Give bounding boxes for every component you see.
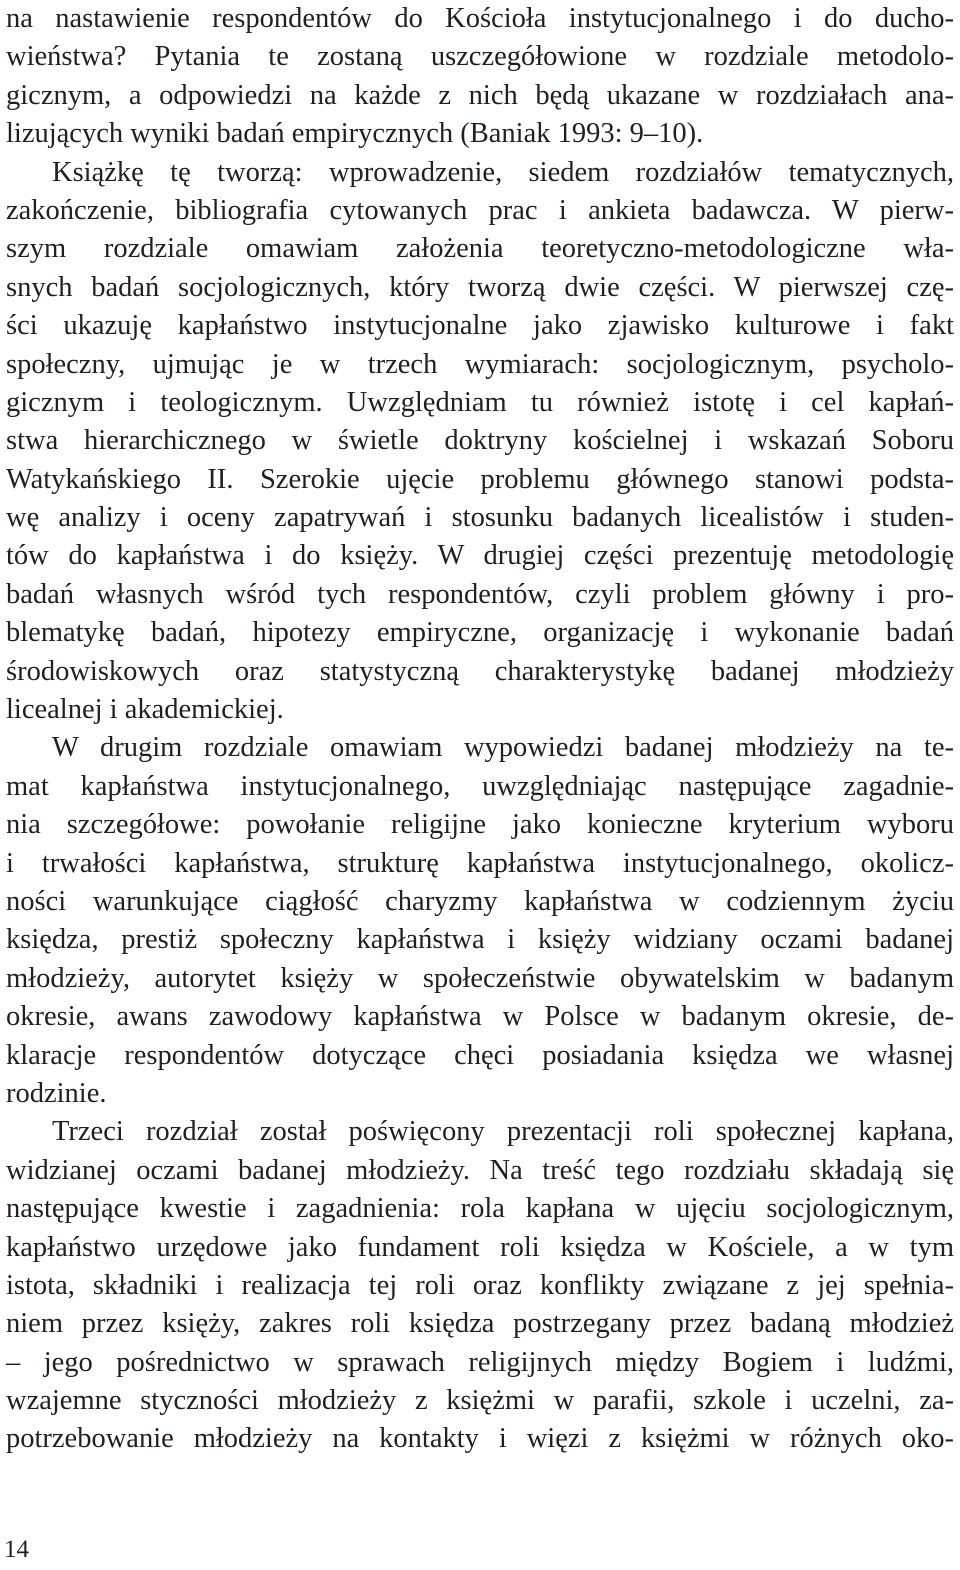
text-line: następujące kwestie i zagadnienia: rola kapłana w ujęciu socjologicznym, bbox=[6, 1193, 954, 1225]
text-line: Trzeci rozdział został poświęcony prezentacji roli społecznej kapłana, bbox=[52, 1116, 954, 1148]
text-line: blematykę badań, hipotezy empiryczne, organizację i wykonanie badań bbox=[6, 617, 954, 649]
text-line: nia szczegółowe: powołanie religijne jako konieczne kryterium wyboru bbox=[6, 809, 954, 841]
text-line: Watykańskiego II. Szerokie ujęcie problemu głównego stanowi podsta- bbox=[6, 463, 954, 495]
text-line: Książkę tę tworzą: wprowadzenie, siedem rozdziałów tematycznych, bbox=[52, 156, 954, 188]
text-line: lizujących wyniki badań empirycznych (Baniak 1993: 9–10). bbox=[6, 118, 704, 150]
text-line: księdza, prestiż społeczny kapłaństwa i księży widziany oczami badanej bbox=[6, 924, 954, 956]
text-line: szym rozdziale omawiam założenia teoretyczno-metodologiczne wła- bbox=[6, 233, 954, 265]
paragraph-intro-end bbox=[6, 0, 954, 154]
text-line: ści ukazuję kapłaństwo instytucjonalne jako zjawisko kulturowe i fakt bbox=[6, 310, 954, 342]
text-line: niem przez księży, zakres roli księdza postrzegany przez badaną młodzież bbox=[6, 1308, 954, 1340]
text-line: tów do kapłaństwa i do księży. W drugiej części prezentuję metodologię bbox=[6, 540, 954, 572]
text-line: wę analizy i oceny zapatrywań i stosunku badanych licealistów i studen- bbox=[6, 502, 954, 534]
text-line: i trwałości kapłaństwa, strukturę kapłaństwa instytucjonalnego, okolicz- bbox=[6, 847, 954, 879]
text-line: społeczny, ujmując je w trzech wymiarach: socjologicznym, psycholo- bbox=[6, 348, 954, 380]
text-line: potrzebowanie młodzieży na kontakty i więzi z księżmi w różnych oko- bbox=[6, 1423, 954, 1455]
text-line: badań własnych wśród tych respondentów, czyli problem główny i pro- bbox=[6, 578, 954, 610]
text-line: zakończenie, bibliografia cytowanych prac i ankieta badawcza. W pierw- bbox=[6, 194, 954, 226]
text-line: ności warunkujące ciągłość charyzmy kapłaństwa w codziennym życiu bbox=[6, 885, 954, 917]
paragraph-chapter-three bbox=[6, 1113, 954, 1459]
text-line: istota, składniki i realizacja tej roli oraz konflikty związane z jej spełnia- bbox=[6, 1269, 954, 1301]
text-line: młodzieży, autorytet księży w społeczeństwie obywatelskim w badanym bbox=[6, 962, 954, 994]
text-line: wieństwa? Pytania te zostaną uszczegółowione w rozdziale metodolo- bbox=[6, 41, 954, 73]
page-number: 14 bbox=[4, 1536, 29, 1563]
text-line: widzianej oczami badanej młodzieży. Na treść tego rozdziału składają się bbox=[6, 1154, 954, 1186]
text-line: gicznym, a odpowiedzi na każde z nich będą ukazane w rozdziałach ana- bbox=[6, 79, 954, 111]
text-line: licealnej i akademickiej. bbox=[6, 694, 284, 726]
text-line: klaracje respondentów dotyczące chęci posiadania księdza we własnej bbox=[6, 1039, 954, 1071]
text-line: na nastawienie respondentów do Kościoła instytucjonalnego i do ducho- bbox=[6, 3, 954, 34]
paragraph-chapter-two bbox=[6, 729, 954, 1113]
text-line: stwa hierarchicznego w świetle doktryny kościelnej i wskazań Soboru bbox=[6, 425, 954, 457]
text-line: okresie, awans zawodowy kapłaństwa w Polsce w badanym okresie, de- bbox=[6, 1001, 954, 1033]
text-line: snych badań socjologicznych, który tworzą dwie części. W pierwszej czę- bbox=[6, 271, 954, 303]
paragraph-book-structure bbox=[6, 154, 954, 730]
text-line: mat kapłaństwa instytucjonalnego, uwzględniając następujące zagadnie- bbox=[6, 770, 954, 802]
text-line: rodzinie. bbox=[6, 1077, 107, 1109]
text-line: wzajemne styczności młodzieży z księżmi w parafii, szkole i uczelni, za- bbox=[6, 1385, 954, 1417]
text-line: środowiskowych oraz statystyczną charakterystykę badanej młodzieży bbox=[6, 655, 954, 687]
page-body bbox=[6, 0, 954, 1459]
text-line: gicznym i teologicznym. Uwzględniam tu również istotę i cel kapłań- bbox=[6, 386, 954, 418]
text-line: kapłaństwo urzędowe jako fundament roli księdza w Kościele, a w tym bbox=[6, 1231, 954, 1263]
text-line: – jego pośrednictwo w sprawach religijnych między Bogiem i ludźmi, bbox=[6, 1346, 954, 1378]
text-line: W drugim rozdziale omawiam wypowiedzi badanej młodzieży na te- bbox=[52, 732, 954, 764]
